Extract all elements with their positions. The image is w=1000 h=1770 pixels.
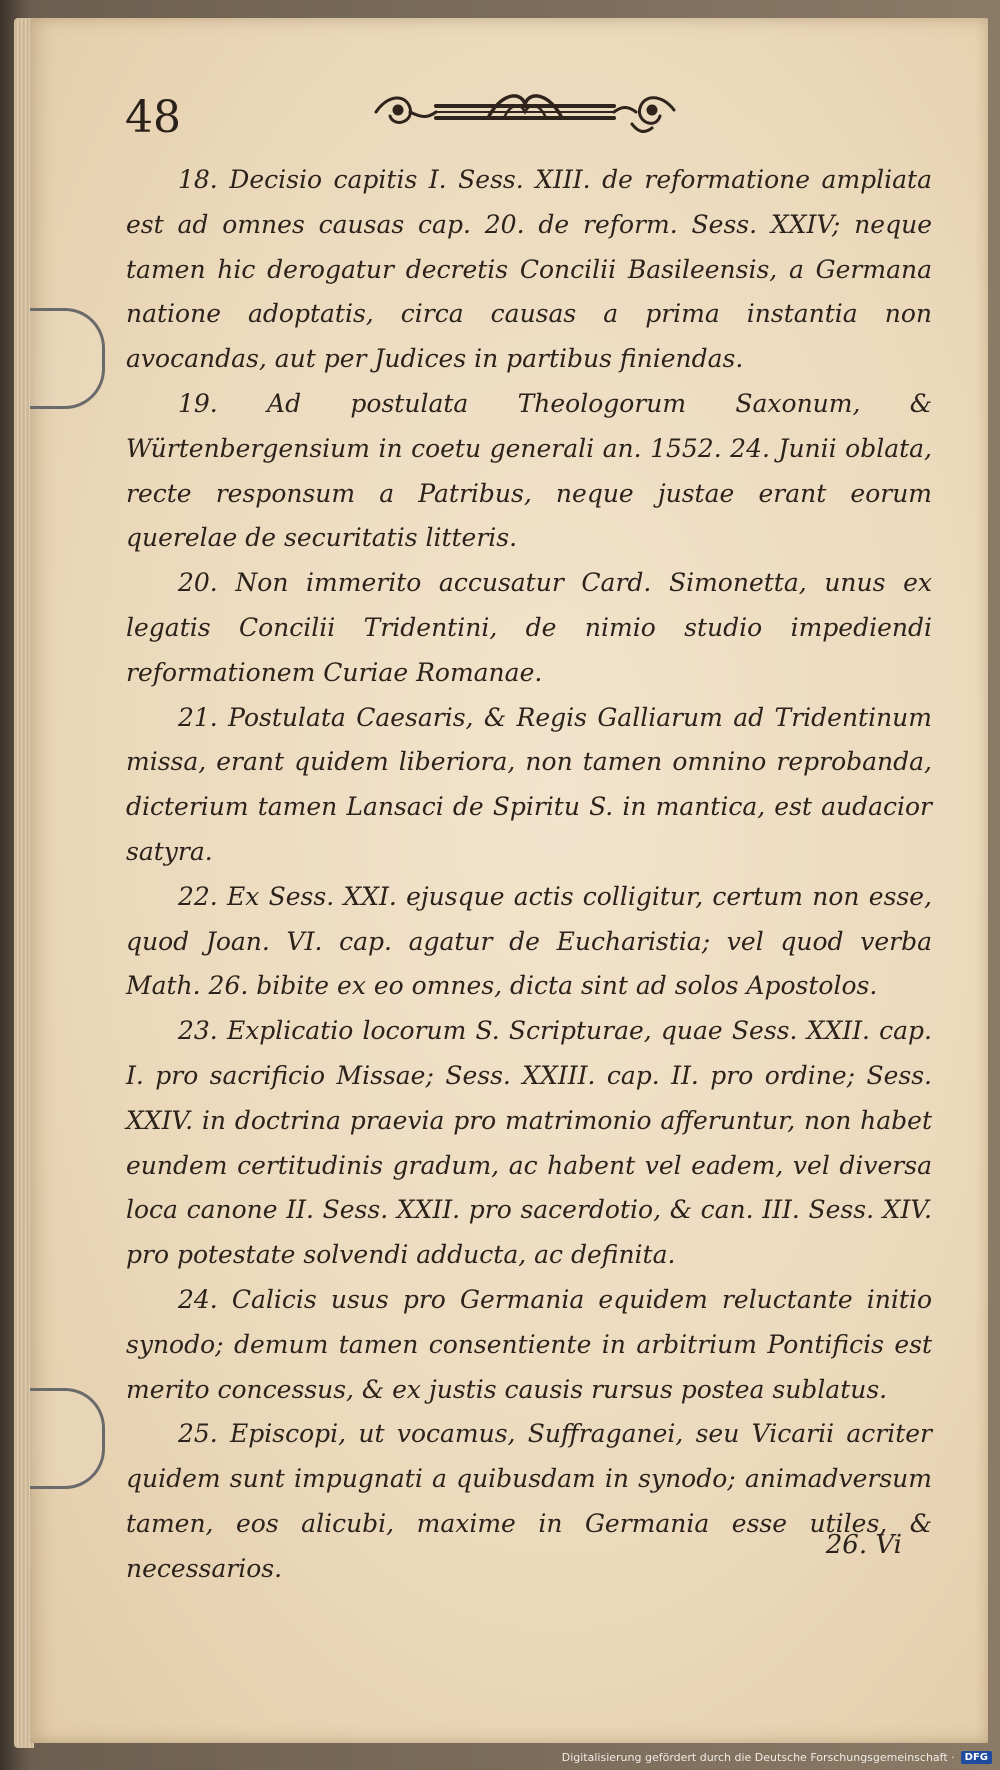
paragraph-18: 18. Decisio capitis I. Sess. XIII. de reformatione ampliata est ad omnes causas cap. 20. de reform. Sess. XXIV; neque tamen hic derogatur decretis Concilii Basileensis, a Germana natione adoptatis, circa causas a prima instantia non avocandas, aut per Judices in partibus finiendas. <box>126 165 932 374</box>
paragraph-20: 20. Non immerito accusatur Card. Simonetta, unus ex legatis Concilii Tridentini, de nimio studio impediendi reformationem Curiae Romanae. <box>126 568 932 687</box>
clip-tab-bottom <box>30 1388 105 1489</box>
page-number: 48 <box>125 92 181 143</box>
dfg-logo: DFG <box>961 1751 992 1764</box>
paragraph-21: 21. Postulata Caesaris, & Regis Galliarum ad Tridentinum missa, erant quidem liberiora, non tamen omnino reprobanda, dicterium tamen Lansaci de Spiritu S. in mantica, est audacior satyra. <box>126 702 932 866</box>
digitization-footer <box>562 1751 992 1764</box>
clip-tab-top <box>30 308 105 409</box>
paragraph-24: 24. Calicis usus pro Germania equidem reluctante initio synodo; demum tamen consentiente in arbitrium Pontificis est merito concessus, & ex justis causis rursus postea sublatus. <box>126 1284 932 1404</box>
body-text <box>126 158 932 1592</box>
paragraph-23: 23. Explicatio locorum S. Scripturae, quae Sess. XXII. cap. I. pro sacrificio Missae; Sess. XXIII. cap. II. pro ordine; Sess. XXIV. in doctrina praevia pro matrimonio afferuntur, non habet eundem certitudinis gradum, ac habent vel eadem, vel diversa loca canone II. Sess. XXII. pro sacerdotio, & can. III. Sess. XIV. pro potestate solvendi adducta, ac definita. <box>126 1016 932 1270</box>
paragraph-25: 25. Episcopi, ut vocamus, Suffraganei, seu Vicarii acriter quidem sunt impugnati a quibusdam in synodo; animadversum tamen, eos alicubi, maxime in Germania esse utiles, & necessarios. <box>126 1419 932 1583</box>
footer-text: Digitalisierung gefördert durch die Deutsche Forschungsgemeinschaft · <box>561 1751 955 1764</box>
catchword: 26. Vi <box>825 1530 902 1560</box>
ornament-header <box>370 88 680 136</box>
paragraph-19: 19. Ad postulata Theologorum Saxonum, & Würtenbergensium in coetu generali an. 1552. 24. Junii oblata, recte responsum a Patribus, neque justae erant eorum querelae de securitatis litteris. <box>126 388 932 553</box>
paragraph-22: 22. Ex Sess. XXI. ejusque actis colligitur, certum non esse, quod Joan. VI. cap. agatur de Eucharistia; vel quod verba Math. 26. bibite ex eo omnes, dicta sint ad solos Apostolos. <box>126 881 932 1001</box>
